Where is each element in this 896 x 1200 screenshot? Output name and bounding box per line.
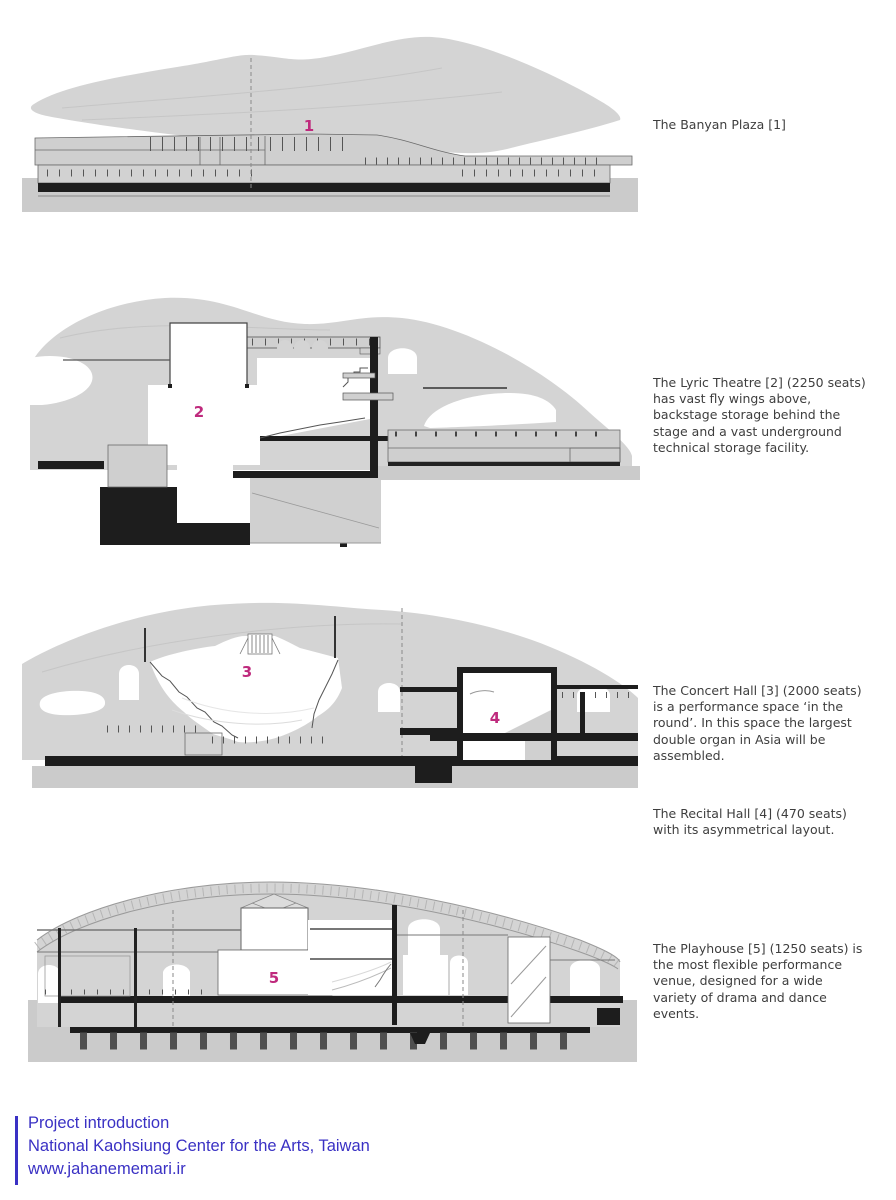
footer-website: www.jahanememari.ir (28, 1160, 186, 1178)
footer-subtitle: National Kaohsiung Center for the Arts, Taiwan (28, 1137, 370, 1155)
basement-levels (38, 165, 610, 196)
footer-title: Project introduction (28, 1114, 170, 1132)
section-drawing-concert-recital (22, 602, 640, 792)
caption-playhouse: The Playhouse [5] (1250 seats) is the most flexible performance venue, designed for a wide variety of drama and dance events. (653, 941, 863, 1021)
door-arch-void (119, 665, 139, 700)
section-marker-playhouse: 5 (268, 969, 280, 987)
stair-shaft (508, 937, 550, 1023)
section-marker-lyric-theatre: 2 (193, 403, 205, 421)
stage-understructure (108, 445, 167, 487)
section-marker-concert-hall: 3 (241, 663, 253, 681)
caption-banyan-plaza: The Banyan Plaza [1] (653, 117, 786, 132)
footer-accent-bar (15, 1116, 18, 1185)
section-drawing-lyric-theatre (30, 278, 642, 550)
caption-concert-hall: The Concert Hall [3] (2000 seats) is a performance space ‘in the round’. In this space the largest double organ in Asia will be assembled. (653, 683, 862, 763)
deep-basement-gray (250, 478, 381, 543)
section-drawing-banyan-plaza (22, 28, 640, 214)
ground-slab (32, 766, 638, 788)
section-drawing-playhouse (25, 872, 640, 1077)
plant-room-black (597, 1008, 620, 1025)
stair-void (388, 348, 417, 374)
section-marker-banyan-plaza: 1 (303, 117, 315, 135)
footer (0, 1110, 896, 1200)
auditorium (308, 920, 392, 995)
section-marker-recital-hall: 4 (489, 709, 501, 727)
caption-recital-hall: The Recital Hall [4] (470 seats) with its asymmetrical layout. (653, 806, 847, 838)
caption-lyric-theatre: The Lyric Theatre [2] (2250 seats) has vast fly wings above, backstage storage behind the stage and a vast underground technical storage facility. (653, 375, 866, 455)
proscenium-wall (392, 905, 397, 1025)
right-platform (378, 430, 640, 480)
